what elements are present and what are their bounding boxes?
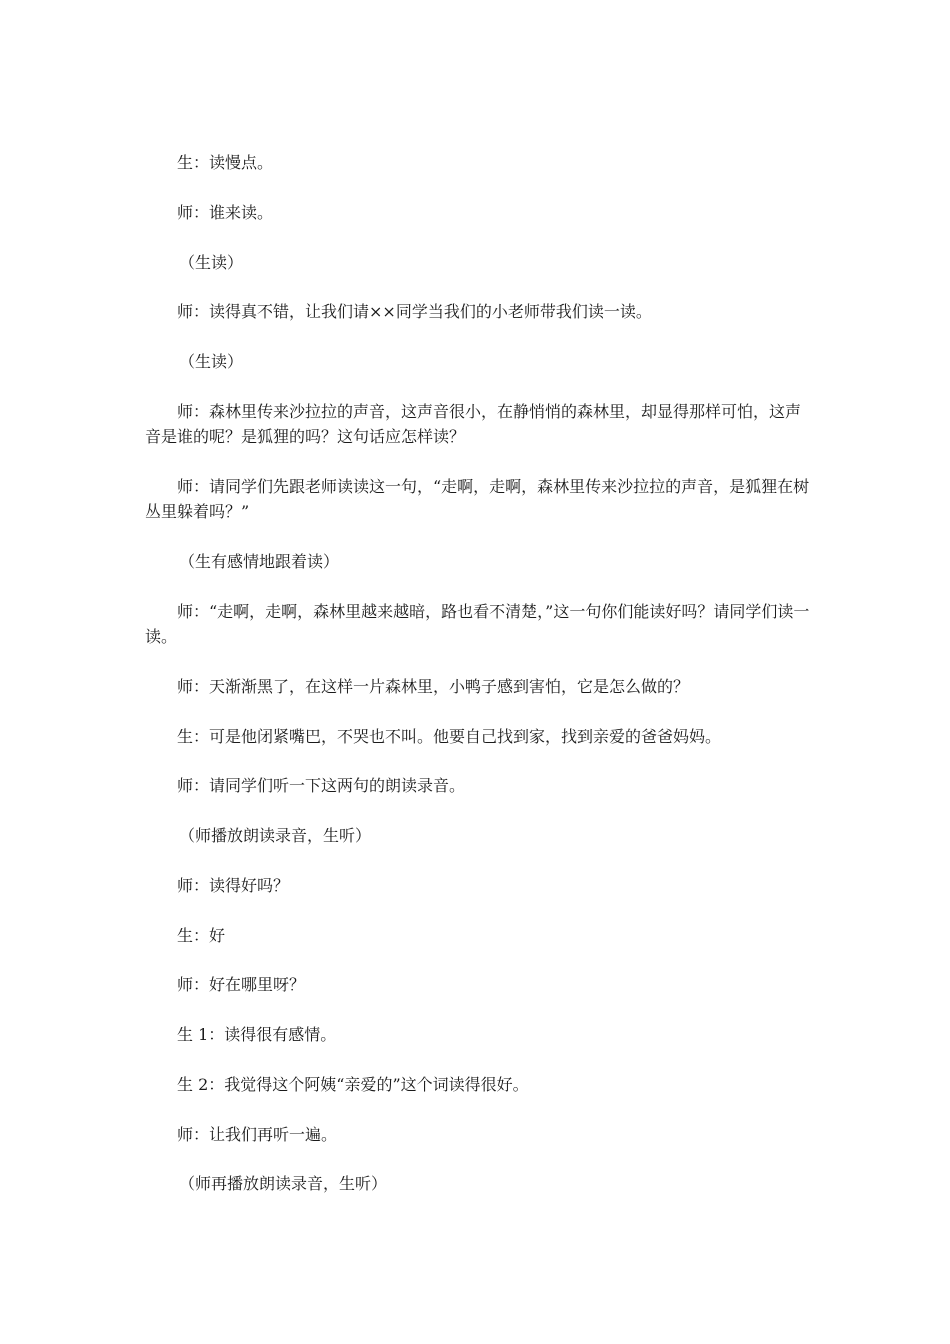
paragraph: 生 2：我觉得这个阿姨“亲爱的”这个词读得很好。 xyxy=(177,1075,529,1094)
paragraph: 师：好在哪里呀？ xyxy=(177,975,306,994)
paragraph: （生读） xyxy=(179,253,244,272)
paragraph: （生读） xyxy=(179,352,244,371)
paragraph: （师播放朗读录音，生听） xyxy=(179,826,372,845)
paragraph: 师：读得好吗？ xyxy=(177,876,290,895)
paragraph: 师：森林里传来沙拉拉的声音，这声音很小，在静悄悄的森林里，却显得那样可怕，这声音是谁的呢？是狐狸的吗？这句话应怎样读？ xyxy=(145,402,802,446)
paragraph: 师：读得真不错，让我们请××同学当我们的小老师带我们读一读。 xyxy=(177,302,652,321)
paragraph: （生有感情地跟着读） xyxy=(179,552,340,571)
paragraph: 师：天渐渐黑了，在这样一片森林里，小鸭子感到害怕，它是怎么做的？ xyxy=(177,677,690,696)
paragraph: 师：让我们再听一遍。 xyxy=(177,1125,338,1144)
paragraph: 生：可是他闭紧嘴巴，不哭也不叫。他要自己找到家，找到亲爱的爸爸妈妈。 xyxy=(177,727,722,746)
paragraph: 师：请同学们听一下这两句的朗读录音。 xyxy=(177,776,466,795)
paragraph: 生 1：读得很有感情。 xyxy=(177,1025,337,1044)
paragraph: 师：谁来读。 xyxy=(177,203,274,222)
paragraph: 生：读慢点。 xyxy=(177,153,274,172)
paragraph: （师再播放朗读录音，生听） xyxy=(179,1174,388,1193)
paragraph: 师：请同学们先跟老师读读这一句，“走啊，走啊，森林里传来沙拉拉的声音，是狐狸在树丛里躲着吗？” xyxy=(145,477,810,521)
paragraph: 生：好 xyxy=(177,926,226,945)
paragraph: 师：“走啊，走啊，森林里越来越暗，路也看不清楚，”这一句你们能读好吗？请同学们读一读。 xyxy=(145,602,810,646)
